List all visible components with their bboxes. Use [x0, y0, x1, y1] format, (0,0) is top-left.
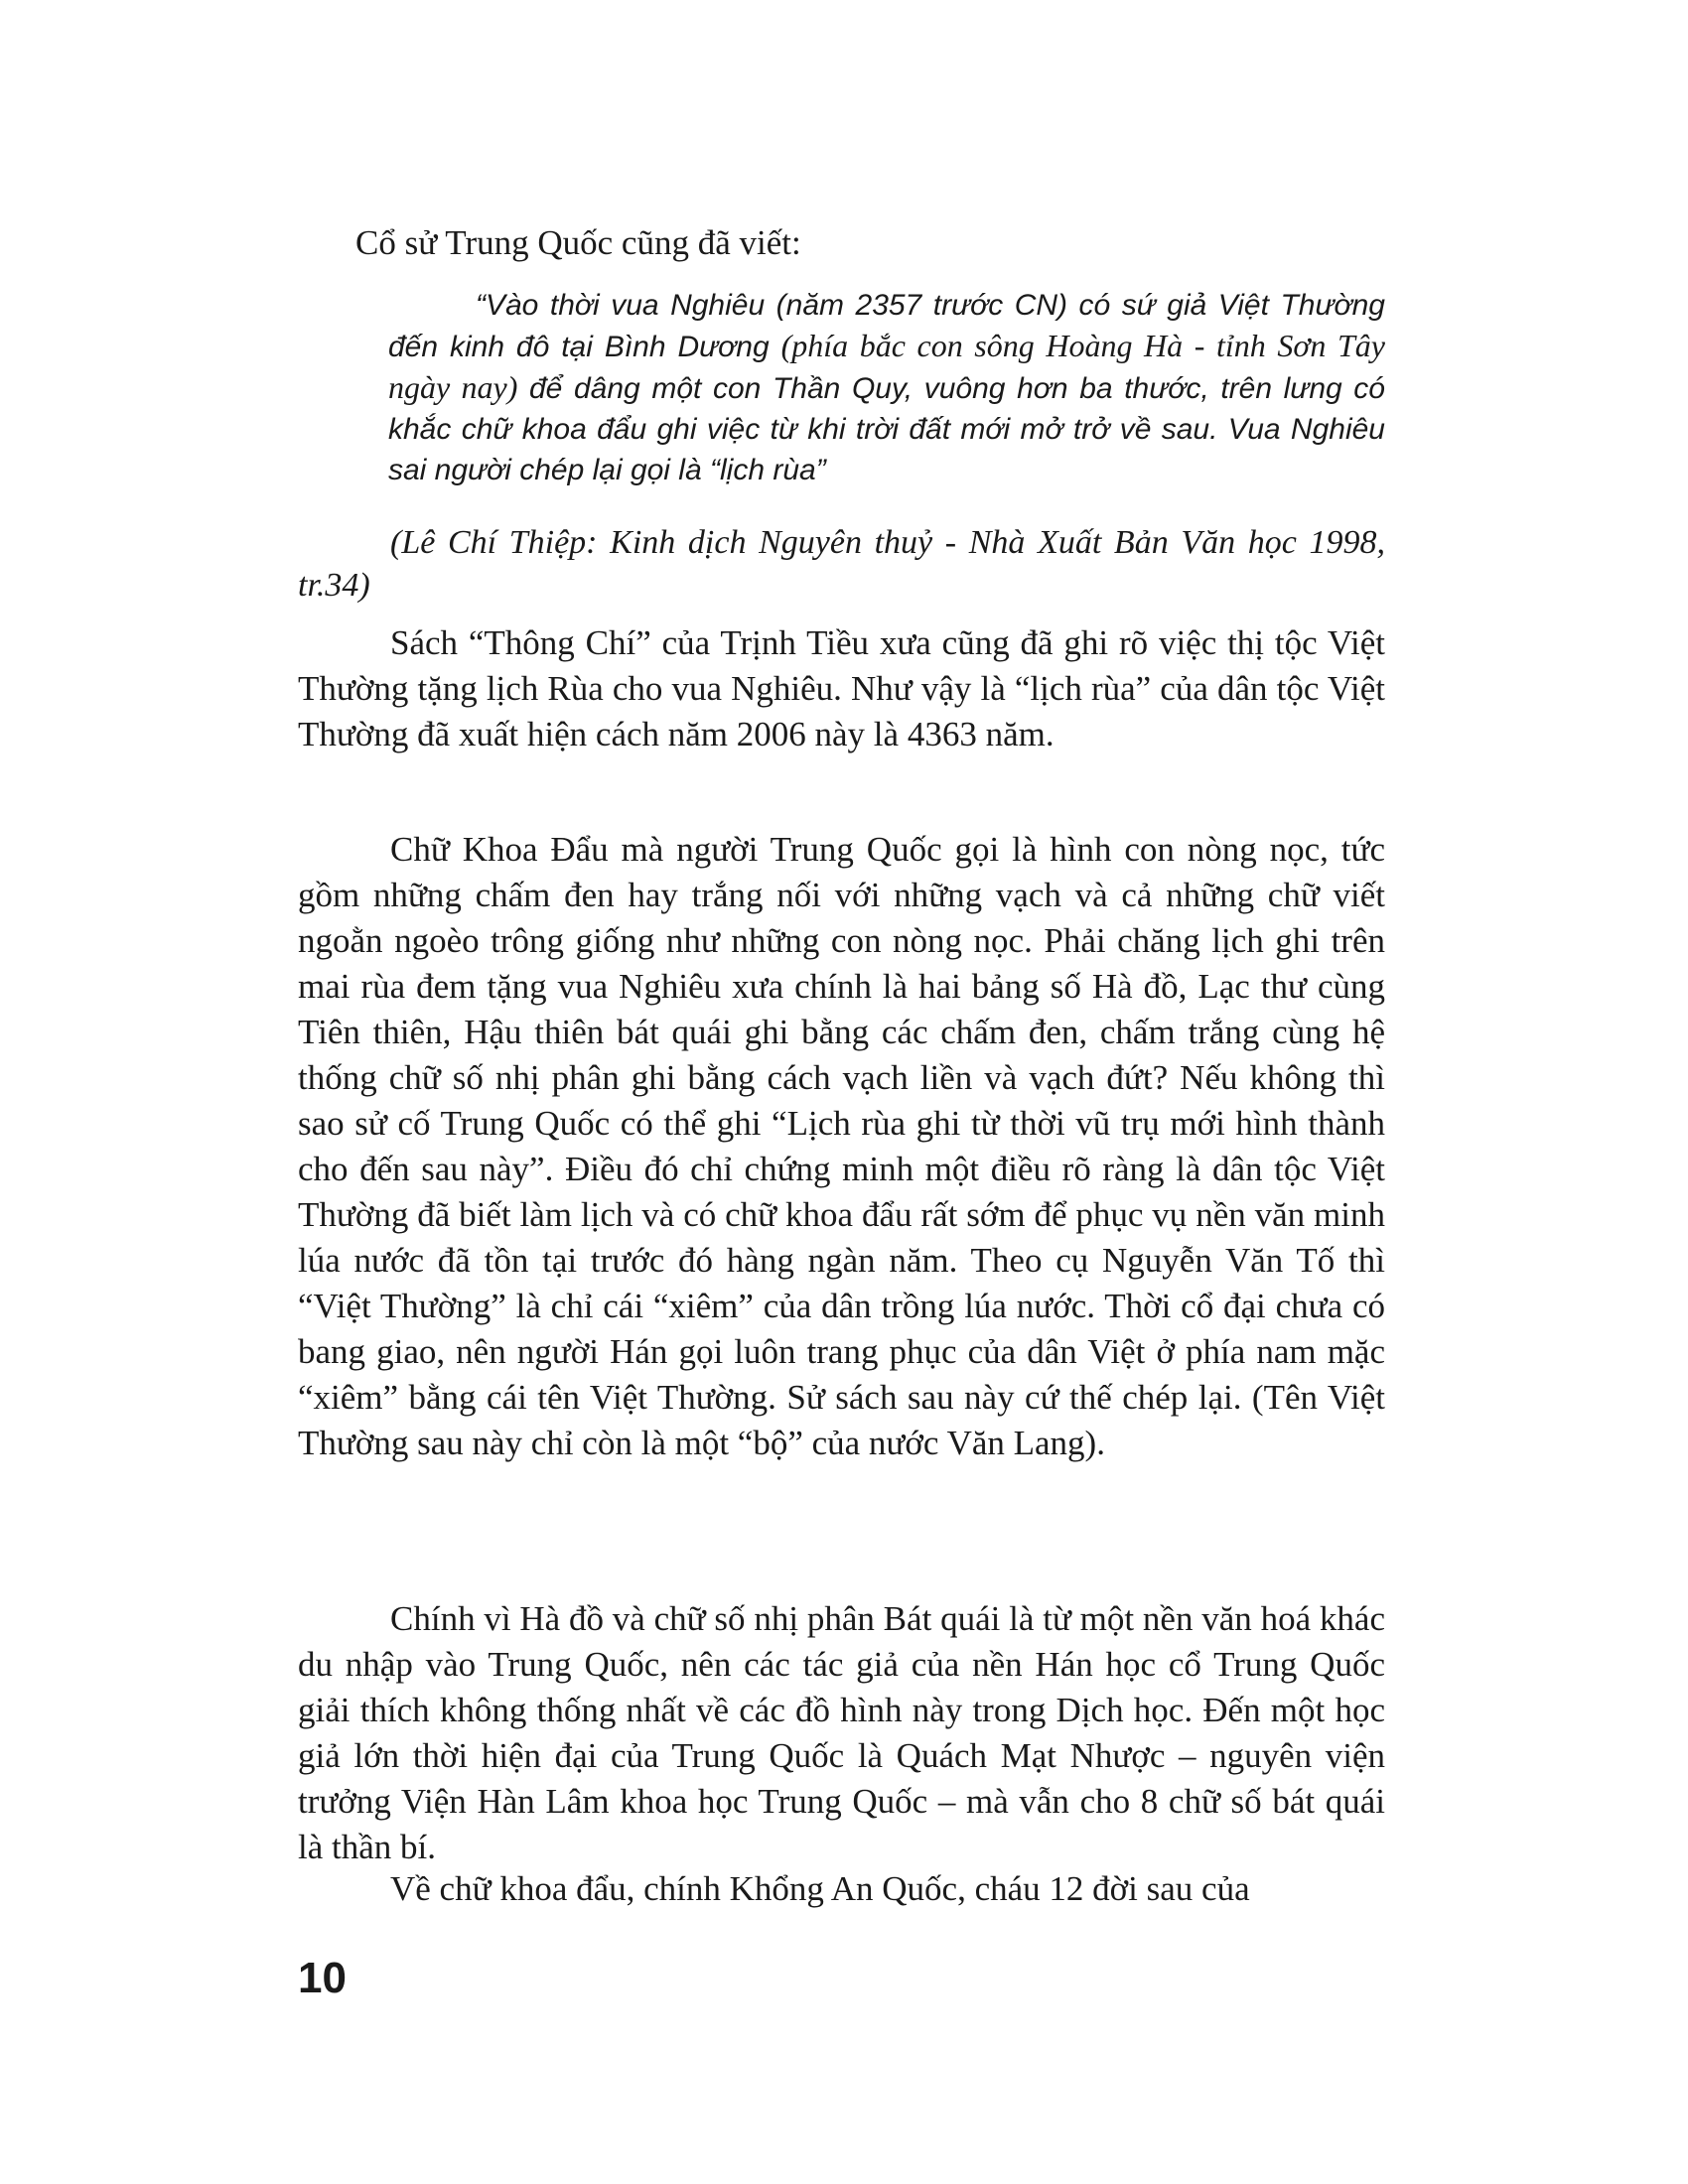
page-number: 10 [298, 1954, 347, 2002]
intro-line: Cổ sử Trung Quốc cũng đã viết: [355, 223, 801, 262]
paragraph-ha-do: Chính vì Hà đồ và chữ số nhị phân Bát quái là từ một nền văn hoá khác du nhập vào Trung Quốc, nên các tác giả của nền Hán học cổ Trung Quốc giải thích không thống nhất về các đồ hình này trong Dịch học. Đến một học giả lớn thời hiện đại của Trung Quốc là Quách Mạt Nhược – nguyên viện trưởng Viện Hàn Lâm khoa học Trung Quốc – mà vẫn cho 8 chữ số bát quái là thần bí. [298, 1599, 1385, 1866]
quote-part-1: “Vào thời vua Nghiêu (năm 2357 trước CN) có sứ giả Việt Thường đến kinh đô tại Bình Dương [388, 289, 1385, 363]
paragraph-thong-chi: Sách “Thông Chí” của Trịnh Tiều xưa cũng đã ghi rõ việc thị tộc Việt Thường tặng lịch Rùa cho vua Nghiêu. Như vậy là “lịch rùa” của dân tộc Việt Thường đã xuất hiện cách năm 2006 này là 4363 năm. [298, 623, 1385, 753]
paragraph-khong-an-quoc: Về chữ khoa đẩu, chính Khổng An Quốc, cháu 12 đời sau của [390, 1869, 1250, 1908]
paragraph-khoa-dau: Chữ Khoa Đẩu mà người Trung Quốc gọi là hình con nòng nọc, tức gồm những chấm đen hay trắng nối với những vạch và cả những chữ viết ngoằn ngoèo trông giống như những con nòng nọc. Phải chăng lịch ghi trên mai rùa đem tặng vua Nghiêu xưa chính là hai bảng số Hà đồ, Lạc thư cùng Tiên thiên, Hậu thiên bát quái ghi bằng các chấm đen, chấm trắng cùng hệ thống chữ số nhị phân ghi bằng cách vạch liền và vạch đứt? Nếu không thì sao sử cố Trung Quốc có thể ghi “Lịch rùa ghi từ thời vũ trụ mới hình thành cho đến sau này”. Điều đó chỉ chứng minh một điều rõ ràng là dân tộc Việt Thường đã biết làm lịch và có chữ khoa đẩu rất sớm để phục vụ nền văn minh lúa nước đã tồn tại trước đó hàng ngàn năm. Theo cụ Nguyễn Văn Tố thì “Việt Thường” là chỉ cái “xiêm” của dân trồng lúa nước. Thời cổ đại chưa có bang giao, nên người Hán gọi luôn trang phục của dân Việt ở phía nam mặc “xiêm” bằng cái tên Việt Thường. Sử sách sau này cứ thế chép lại. (Tên Việt Thường sau này chỉ còn là một “bộ” của nước Văn Lang). [298, 830, 1385, 1462]
block-quote [388, 285, 1385, 490]
quote-part-2: (phía bắc con sông Hoàng Hà - tỉnh Sơn Tây ngày nay) [388, 328, 1385, 405]
quote-citation: (Lê Chí Thiệp: Kinh dịch Nguyên thuỷ - Nhà Xuất Bản Văn học 1998, tr.34) [298, 524, 1385, 604]
quote-part-3: để dâng một con Thần Quy, vuông hơn ba thước, trên lưng có khắc chữ khoa đẩu ghi việc từ khi trời đất mới mở trở về sau. Vua Nghiêu sai người chép lại gọi là “lịch rùa” [388, 372, 1385, 486]
